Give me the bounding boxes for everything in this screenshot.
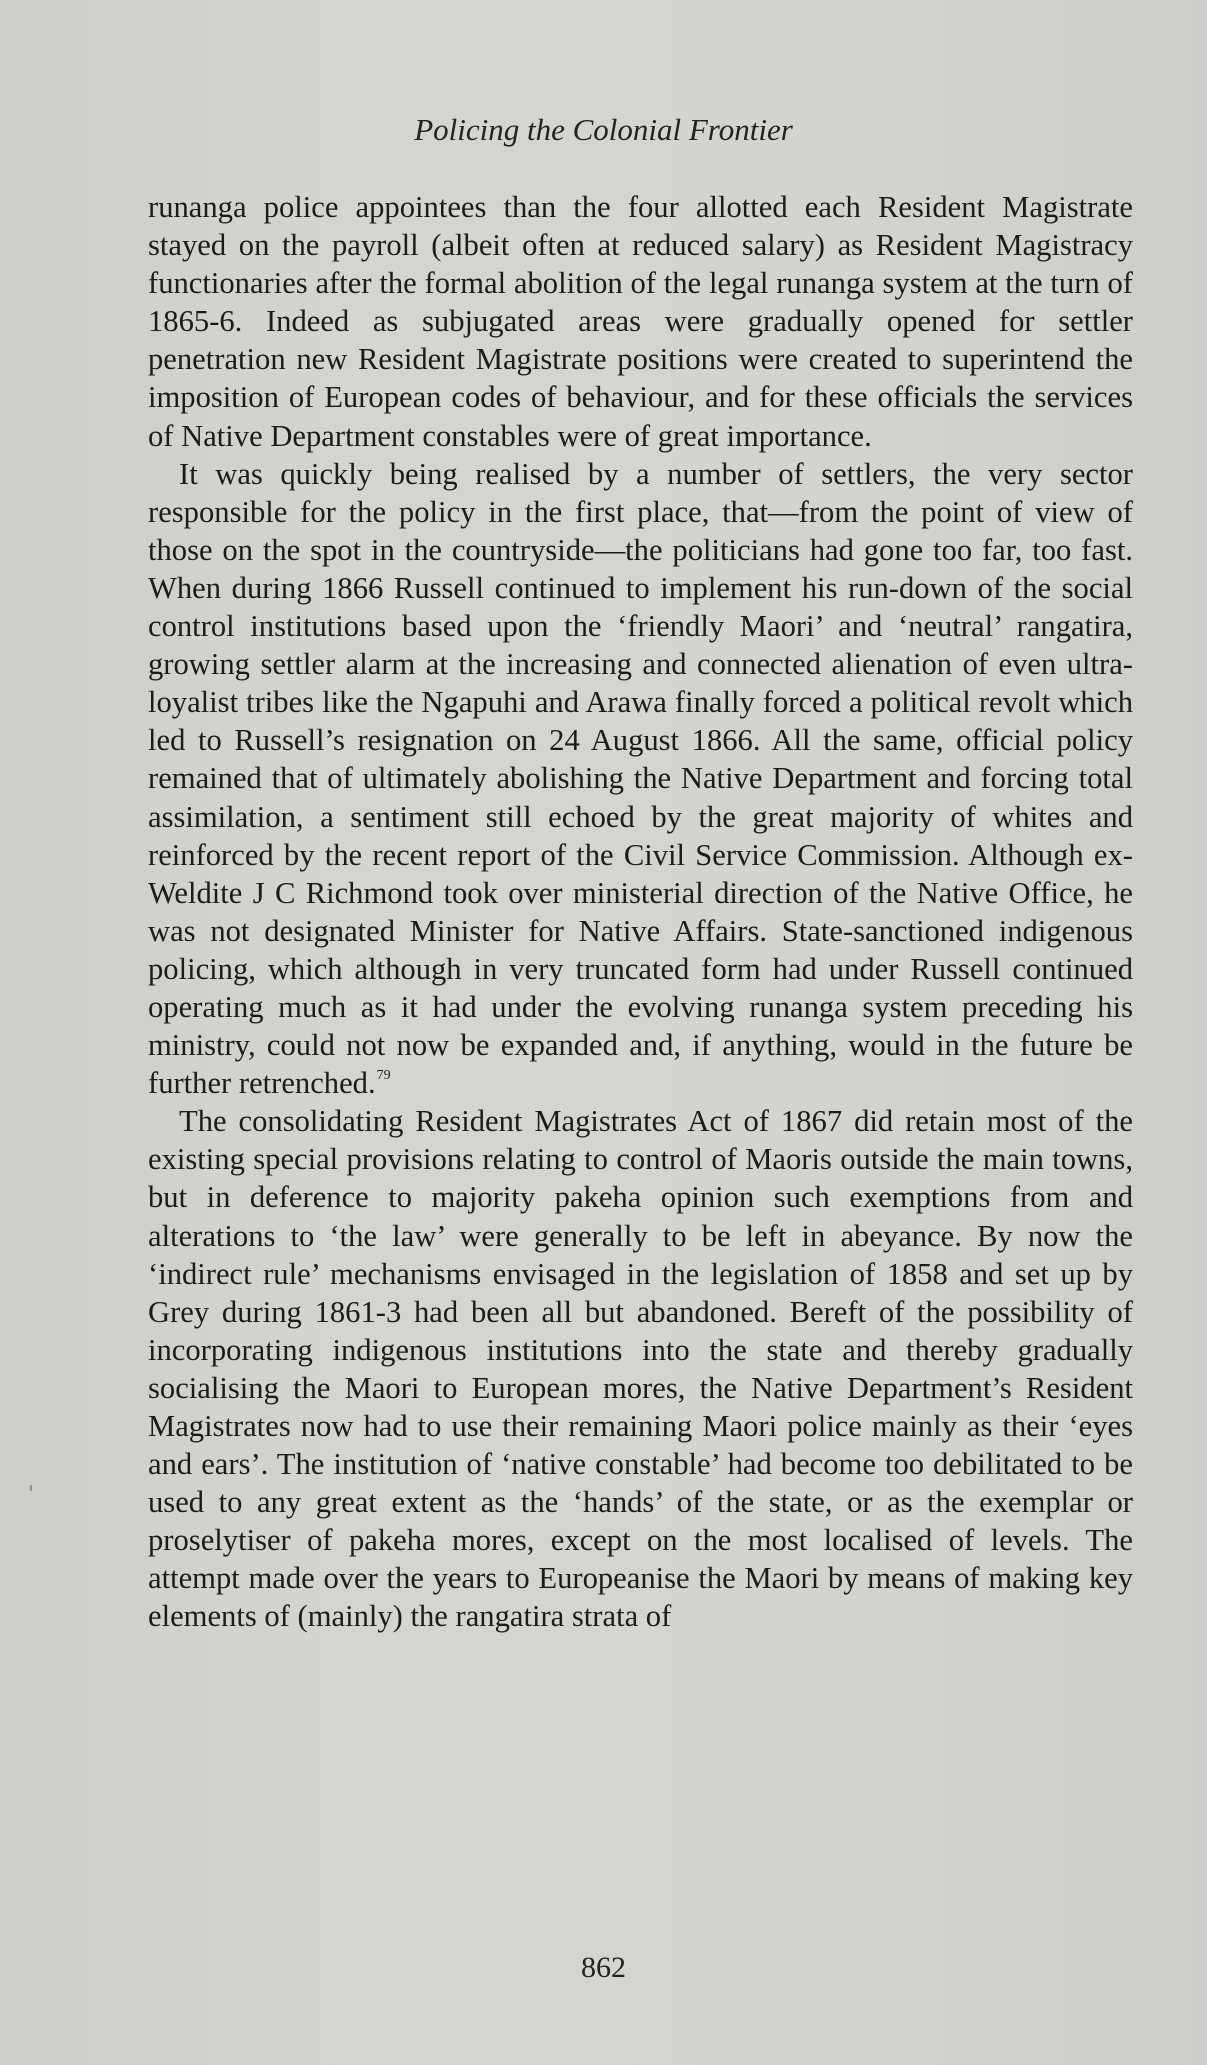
paragraph-text: It was quickly being realised by a number of settlers, the very sector responsible for the policy in the first place, that—from the point of view of those on the spot in the countryside—the politicians had gone too far, too fast. When during 1866 Russell continued to implement his run-down of the social control institutions based upon the ‘friendly Maori’ and ‘neutral’ rangatira, growing settler alarm at the increasing and connected alienation of even ultra-loyalist tribes like the Ngapuhi and Arawa finally forced a political revolt which led to Russell’s resignation on 24 August 1866. All the same, official policy remained that of ultimately abolishing the Native Department and forcing total assimilation, a sentiment still echoed by the great majority of whites and reinforced by the recent report of the Civil Service Commission. Although ex-Weldite J C Richmond took over ministerial direction of the Native Office, he was not designated Minister for Native Affairs. State-sanctioned indigenous policing, which although in very truncated form had under Russell continued operating much as it had under the evolving runanga system preceding his ministry, could not now be expanded and, if anything, would in the future be further retrenched. bbox=[148, 456, 1133, 1101]
body-text bbox=[148, 188, 1133, 1636]
paragraph-text: runanga police appointees than the four allotted each Resident Magistrate stayed on the payroll (albeit often at reduced salary) as Resident Magistracy functionaries after the formal abolition of the legal runanga system at the turn of 1865-6. Indeed as subjugated areas were gradually opened for settler penetration new Resident Magistrate positions were created to superintend the imposition of European codes of behaviour, and for these officials the services of Native Department constables were of great importance. bbox=[148, 190, 1133, 453]
paragraph-text: The consolidating Resident Magistrates Act of 1867 did retain most of the existing special provisions relating to control of Maoris outside the main towns, but in deference to majority pakeha opinion such exemptions from and alterations to ‘the law’ were generally to be left in abeyance. By now the ‘indirect rule’ mechanisms envisaged in the legislation of 1858 and set up by Grey during 1861-3 had been all but abandoned. Bereft of the possibility of incorporating indigenous institutions into the state and thereby gradually socialising the Maori to European mores, the Native Department’s Resident Magistrates now had to use their remaining Maori police mainly as their ‘eyes and ears’. The institution of ‘native constable’ had become too debilitated to be used to any great extent as the ‘hands’ of the state, or as the exemplar or proselytiser of pakeha mores, except on the most localised of levels. The attempt made over the years to Europeanise the Maori by means of making key elements of (mainly) the rangatira strata of bbox=[148, 1104, 1133, 1634]
running-head: Policing the Colonial Frontier bbox=[414, 112, 793, 147]
paper-speck bbox=[30, 1485, 32, 1491]
paragraph-3 bbox=[148, 1102, 1133, 1635]
page-number: 862 bbox=[581, 1951, 626, 1984]
footnote-marker[interactable]: 79 bbox=[376, 1068, 391, 1084]
paragraph-1 bbox=[148, 188, 1133, 455]
paragraph-2 bbox=[148, 455, 1133, 1103]
